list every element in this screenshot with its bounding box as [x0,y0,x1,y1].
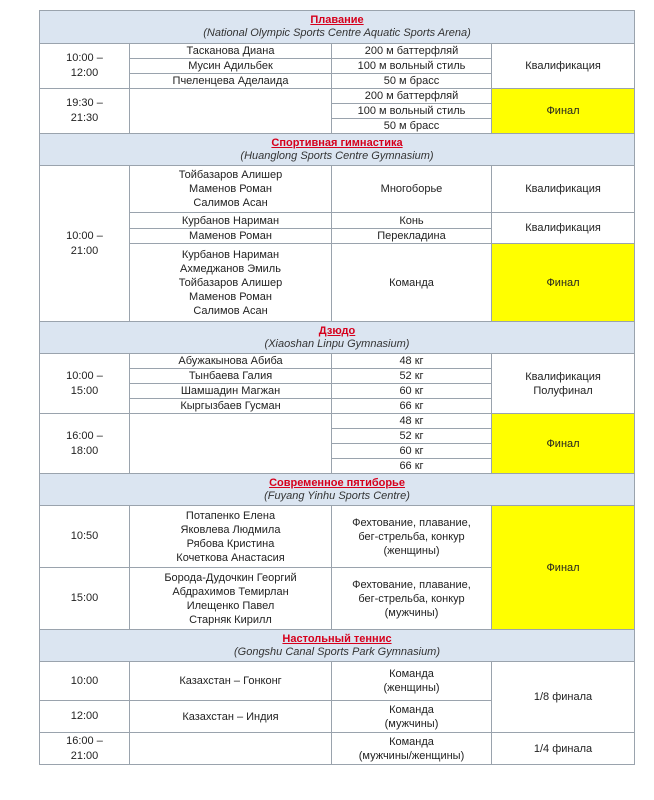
match-cell: Казахстан – Гонконг [130,662,332,701]
section-title: Спортивная гимнастика [271,136,403,149]
event-cell: 50 м брасс [332,74,492,89]
event-cell: Фехтование, плавание, бег-стрельба, конкур (женщины) [332,506,492,568]
section-header-pentathlon [40,474,635,506]
athlete-names: Курбанов Нариман Ахмеджанов Эмиль Тойбазаров Алишер Маменов Роман Салимов Асан [130,244,332,322]
event-cell: 52 кг [332,429,492,444]
event-cell: 200 м баттерфляй [332,89,492,104]
section-venue: (Fuyang Yinhu Sports Centre) [264,489,410,502]
athlete-name: Тынбаева Галия [130,369,332,384]
section-title: Плавание [310,14,364,26]
time-cell: 19:30 – 21:30 [40,89,130,134]
schedule-table [39,10,635,765]
athlete-name: Тасканова Диана [130,44,332,59]
event-cell: Многоборье [332,166,492,213]
athlete-name [130,89,332,134]
athlete-names: Потапенко Елена Яковлева Людмила Рябова Кристина Кочеткова Анастасия [130,506,332,568]
section-title: Дзюдо [318,324,356,337]
time-cell: 10:00 – 15:00 [40,354,130,414]
schedule-page [39,10,634,765]
athlete-name: Шамшадин Магжан [130,384,332,399]
event-cell: Команда [332,244,492,322]
athlete-name: Абужакынова Абиба [130,354,332,369]
section-header-swimming [40,11,635,44]
athlete-name: Кыргызбаев Гусман [130,399,332,414]
athlete-names: Курбанов Нариман Маменов Роман [130,213,332,244]
stage-cell: Квалификация Полуфинал [492,354,635,414]
match-cell [130,733,332,765]
table-row [40,506,635,568]
event-cell: 52 кг [332,369,492,384]
table-row [40,662,635,701]
time-cell: 10:00 [40,662,130,701]
athlete-name: Мусин Адильбек [130,59,332,74]
table-row [40,733,635,765]
section-header-table-tennis [40,630,635,662]
event-cell: Команда (мужчины/женщины) [332,733,492,765]
athlete-names: Борода-Дудочкин Георгий Абдрахимов Темирлан Илещенко Павел Старняк Кирилл [130,568,332,630]
event-cell: Фехтование, плавание, бег-стрельба, конкур (мужчины) [332,568,492,630]
section-header-judo [40,322,635,354]
time-cell: 16:00 – 18:00 [40,414,130,474]
table-row [40,354,635,369]
table-row [40,213,635,244]
table-row [40,414,635,429]
stage-cell: 1/4 финала [492,733,635,765]
table-row [40,44,635,59]
section-venue: (Huanglong Sports Centre Gymnasium) [240,149,434,162]
event-cell: 100 м вольный стиль [332,59,492,74]
time-cell: 16:00 – 21:00 [40,733,130,765]
event-cell: Команда (женщины) [332,662,492,701]
match-cell: Казахстан – Индия [130,701,332,733]
section-venue: (Xiaoshan Linpu Gymnasium) [264,337,410,350]
event-cell: 100 м вольный стиль [332,104,492,119]
time-cell: 10:00 – 12:00 [40,44,130,89]
event-cell: Конь Перекладина [332,213,492,244]
athlete-name [130,414,332,474]
athlete-name: Пчеленцева Аделаида [130,74,332,89]
table-row [40,244,635,322]
section-venue: (National Olympic Sports Centre Aquatic Sports Arena) [203,27,471,39]
event-cell: 60 кг [332,384,492,399]
time-cell: 10:00 – 21:00 [40,166,130,322]
stage-cell-final: Финал [492,244,635,322]
event-cell: 48 кг [332,354,492,369]
section-title: Современное пятиборье [269,476,405,489]
time-cell: 10:50 [40,506,130,568]
event-cell: 48 кг [332,414,492,429]
event-cell: 66 кг [332,399,492,414]
time-cell: 15:00 [40,568,130,630]
event-cell: 66 кг [332,459,492,474]
stage-cell: 1/8 финала [492,662,635,733]
section-header-gymnastics [40,134,635,166]
stage-cell-final: Финал [492,506,635,630]
athlete-names: Тойбазаров Алишер Маменов Роман Салимов Асан [130,166,332,213]
stage-cell: Квалификация [492,213,635,244]
table-row [40,166,635,213]
stage-cell: Квалификация [492,44,635,89]
event-cell: 60 кг [332,444,492,459]
event-cell: 50 м брасс [332,119,492,134]
time-cell: 12:00 [40,701,130,733]
stage-cell-final: Финал [492,89,635,134]
event-cell: Команда (мужчины) [332,701,492,733]
stage-cell: Квалификация [492,166,635,213]
stage-cell-final: Финал [492,414,635,474]
table-row [40,89,635,104]
section-venue: (Gongshu Canal Sports Park Gymnasium) [233,645,441,658]
event-cell: 200 м баттерфляй [332,44,492,59]
section-title: Настольный теннис [282,632,392,645]
